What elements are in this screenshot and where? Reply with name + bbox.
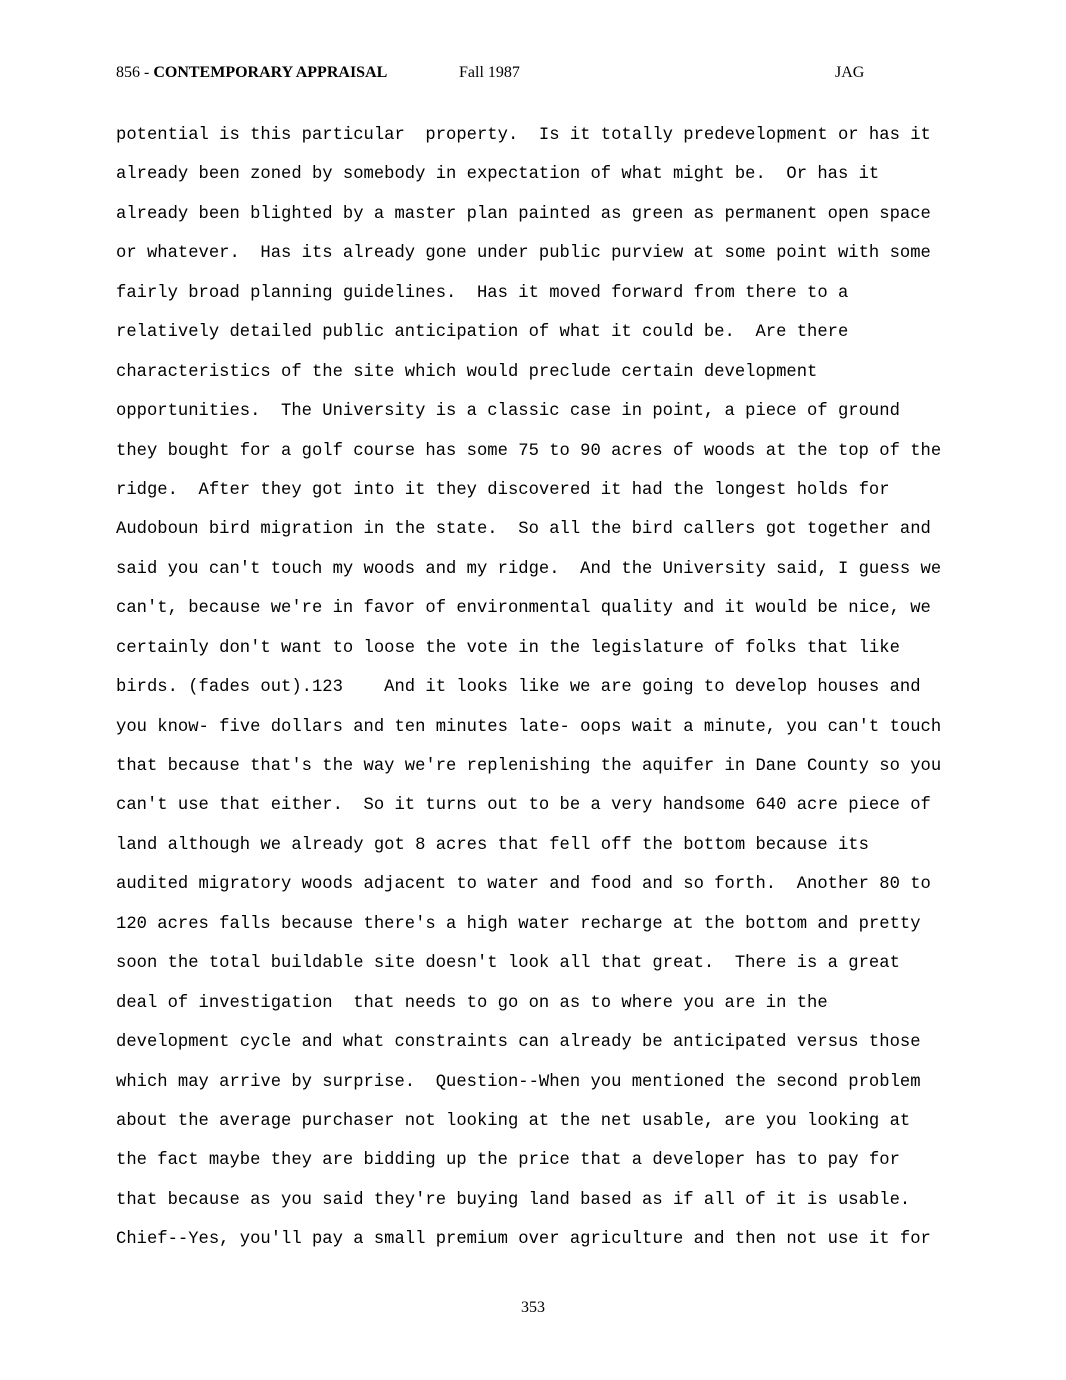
text-line: birds. (fades out).123 And it looks like we are going to develop houses and (116, 678, 921, 698)
text-line: potential is this particular property. Is it totally predevelopment or has it (116, 126, 931, 145)
text-line: said you can't touch my woods and my ridge. And the University said, I guess we (116, 559, 942, 579)
text-line: can't use that either. So it turns out to be a very handsome 640 acre piece of (116, 796, 931, 816)
term-label: Fall 1987 (459, 64, 520, 81)
text-line: which may arrive by surprise. Question--When you mentioned the second problem (116, 1072, 921, 1092)
text-line: Chief--Yes, you'll pay a small premium over agriculture and then not use it for (116, 1230, 931, 1250)
text-line: ridge. After they got into it they discovered it had the longest holds for (116, 480, 890, 500)
text-line: soon the total buildable site doesn't look all that great. There is a great (116, 954, 900, 974)
text-line: about the average purchaser not looking at the net usable, are you looking at (116, 1111, 911, 1131)
text-line: opportunities. The University is a classic case in point, a piece of ground (116, 402, 900, 422)
transcript-body (116, 116, 976, 1260)
text-line: Audoboun bird migration in the state. So all the bird callers got together and (116, 520, 931, 540)
text-line: characteristics of the site which would preclude certain development (116, 362, 818, 382)
text-line: the fact maybe they are bidding up the price that a developer has to pay for (116, 1151, 900, 1171)
text-line: land although we already got 8 acres that fell off the bottom because its (116, 835, 869, 855)
text-line: already been zoned by somebody in expectation of what might be. Or has it (116, 165, 880, 185)
text-line: already been blighted by a master plan painted as green as permanent open space (116, 204, 931, 224)
text-line: or whatever. Has its already gone under public purview at some point with some (116, 244, 931, 264)
text-line: they bought for a golf course has some 75 to 90 acres of woods at the top of the (116, 441, 942, 461)
page-header (116, 62, 916, 84)
text-line: can't, because we're in favor of environmental quality and it would be nice, we (116, 599, 931, 619)
text-line: fairly broad planning guidelines. Has it moved forward from there to a (116, 283, 849, 303)
author-initials: JAG (835, 64, 865, 81)
text-line: 120 acres falls because there's a high water recharge at the bottom and pretty (116, 914, 921, 934)
text-line: deal of investigation that needs to go on as to where you are in the (116, 993, 828, 1013)
text-line: development cycle and what constraints can already be anticipated versus those (116, 1033, 921, 1053)
text-line: audited migratory woods adjacent to water and food and so forth. Another 80 to (116, 875, 931, 895)
text-line: that because as you said they're buying land based as if all of it is usable. (116, 1190, 911, 1210)
text-line: that because that's the way we're replenishing the aquifer in Dane County so you (116, 757, 942, 776)
course-number: 856 - (116, 64, 154, 81)
course-heading (116, 62, 387, 84)
text-line: certainly don't want to loose the vote in the legislature of folks that like (116, 638, 900, 658)
text-line: you know- five dollars and ten minutes late- oops wait a minute, you can't touch (116, 717, 942, 737)
page-number: 353 (521, 1299, 545, 1316)
course-title: CONTEMPORARY APPRAISAL (153, 64, 388, 81)
text-line: relatively detailed public anticipation of what it could be. Are there (116, 323, 849, 343)
